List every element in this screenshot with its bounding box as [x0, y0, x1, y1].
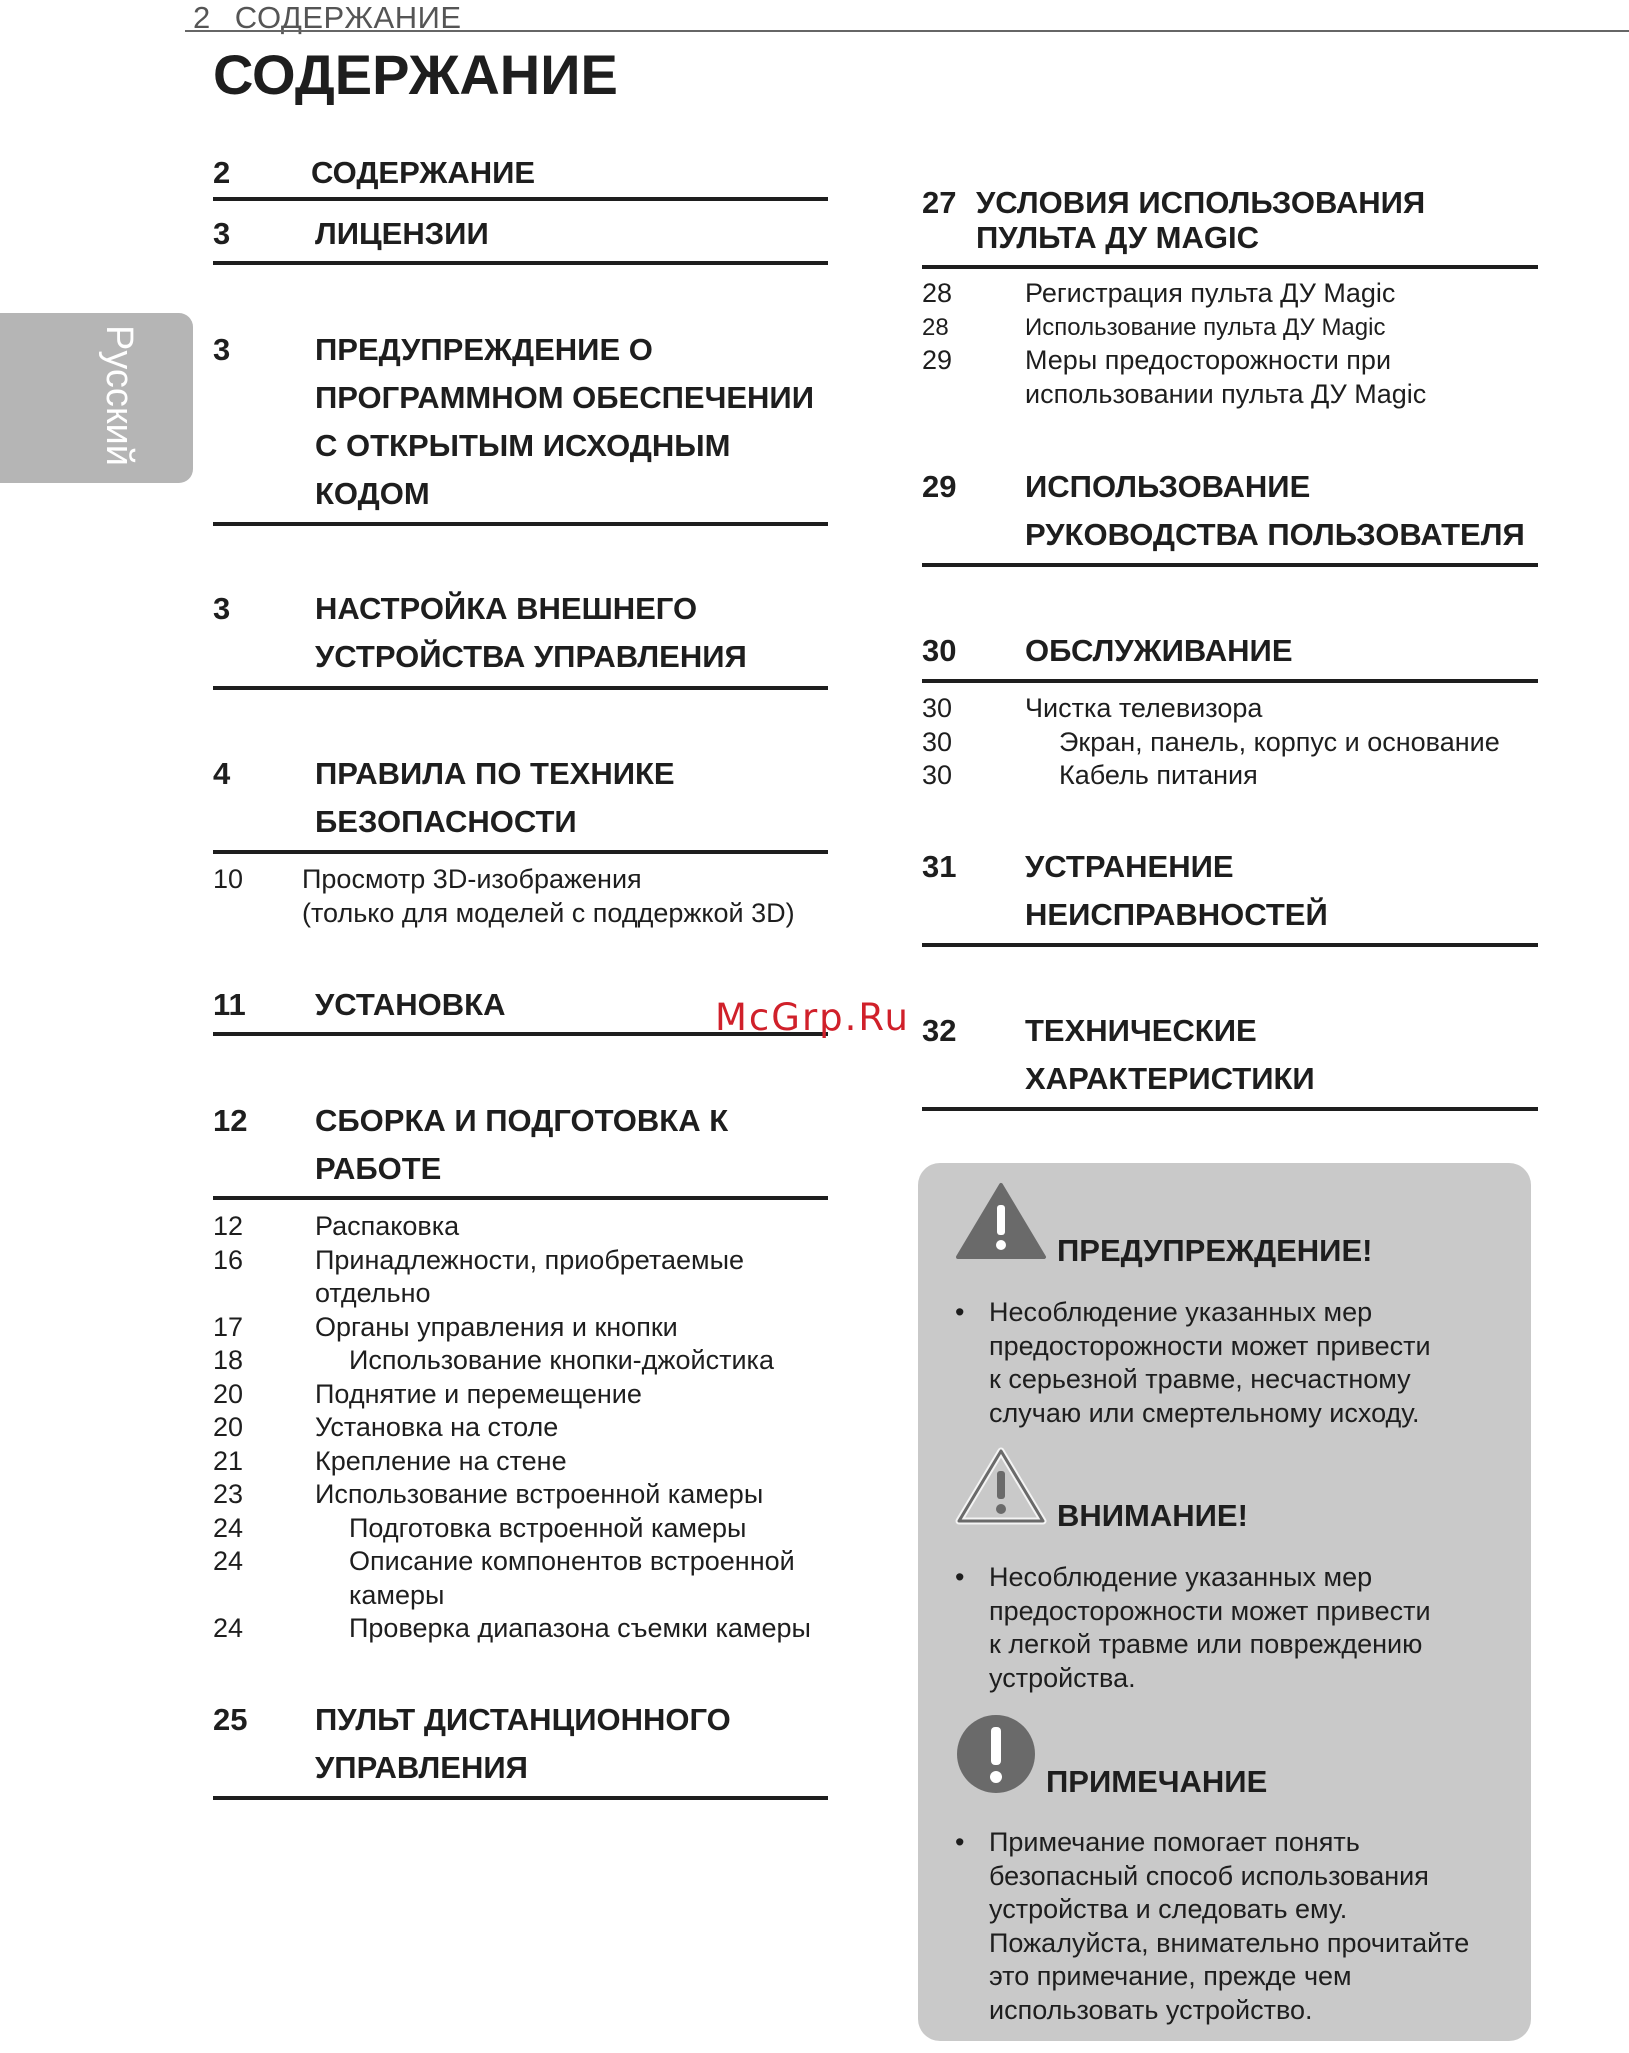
section-title-line: С ОТКРЫТЫМ ИСХОДНЫМ: [315, 428, 731, 463]
caution-line: Несоблюдение указанных мер: [989, 1562, 1373, 1592]
section-title-line: БЕЗОПАСНОСТИ: [315, 804, 577, 839]
section-rule: [213, 522, 828, 526]
section-title-line: УСТАНОВКА: [315, 987, 506, 1022]
item-page-number: 12: [213, 1211, 244, 1241]
item-page-number: 28: [922, 278, 953, 308]
list-item[interactable]: [922, 344, 1538, 378]
list-item[interactable]: [213, 1512, 828, 1546]
section-title-line: ХАРАКТЕРИСТИКИ: [1025, 1061, 1315, 1096]
toc-item-3d[interactable]: [213, 863, 828, 931]
item-text: Меры предосторожности при: [1025, 345, 1392, 375]
section-rule: [213, 197, 828, 201]
warning-line: предосторожности может привести: [989, 1330, 1431, 1361]
section-page-number: 30: [922, 633, 957, 668]
item-text: Чистка телевизора: [1025, 693, 1263, 723]
item-text: Проверка диапазона съемки камеры: [349, 1613, 811, 1643]
item-page-number: 24: [213, 1613, 244, 1643]
list-item[interactable]: [922, 311, 1538, 345]
item-text: Принадлежности, приобретаемые: [315, 1244, 745, 1275]
note-line: безопасный способ использования: [989, 1860, 1429, 1891]
list-item[interactable]: [922, 378, 1538, 412]
section-page-number: 29: [922, 469, 957, 504]
list-item[interactable]: [213, 1378, 828, 1412]
section-title-line: НЕИСПРАВНОСТЕЙ: [1025, 897, 1328, 932]
section-page-number: 3: [213, 332, 231, 367]
item-text: Описание компонентов встроенной: [349, 1546, 795, 1576]
toc-section-open-source[interactable]: [213, 326, 828, 522]
watermark: McGrp.Ru: [715, 996, 910, 1039]
toc-section-external-control[interactable]: [213, 585, 828, 685]
language-side-tab: [0, 313, 193, 483]
section-rule: [922, 265, 1538, 269]
section-title-line: ПУЛЬТ ДИСТАНЦИОННОГО: [315, 1702, 731, 1737]
toc-section-contents[interactable]: [213, 149, 828, 199]
section-rule: [213, 1196, 828, 1200]
toc-section-maintenance[interactable]: [922, 627, 1538, 677]
list-item[interactable]: [213, 1445, 828, 1479]
note-line: использовать устройство.: [989, 1994, 1313, 2025]
item-text: Распаковка: [315, 1211, 460, 1241]
item-text: использовании пульта ДУ Magic: [1025, 378, 1427, 409]
toc-section-licenses[interactable]: [213, 210, 828, 260]
section-rule: [213, 850, 828, 854]
section-title-line: РАБОТЕ: [315, 1151, 442, 1186]
item-page-number: 30: [922, 693, 953, 723]
toc-section-magic-remote[interactable]: [922, 185, 1538, 265]
item-page-number: 23: [213, 1479, 244, 1509]
section-title-line: РУКОВОДСТВА ПОЛЬЗОВАТЕЛЯ: [1025, 517, 1525, 552]
toc-section-specs[interactable]: [922, 1007, 1538, 1107]
item-page-number: 29: [922, 345, 953, 375]
list-item[interactable]: [213, 1311, 828, 1345]
section-page-number: 12: [213, 1103, 248, 1138]
section-page-number: 25: [213, 1702, 248, 1737]
warning-title: ПРЕДУПРЕЖДЕНИЕ!: [1057, 1233, 1373, 1268]
section-title-line: СОДЕРЖАНИЕ: [311, 155, 536, 190]
toc-assembly-items: [213, 1210, 828, 1646]
page-title: СОДЕРЖАНИЕ: [213, 43, 618, 106]
warning-triangle-filled-icon: [955, 1181, 1047, 1261]
section-page-number: 2: [213, 155, 231, 190]
item-text: Использование кнопки-джойстика: [349, 1345, 774, 1375]
toc-magic-remote-items: [922, 277, 1538, 413]
caution-title: ВНИМАНИЕ!: [1057, 1498, 1248, 1533]
list-item[interactable]: [922, 692, 1538, 726]
toc-maintenance-items: [922, 692, 1538, 794]
list-item[interactable]: [922, 726, 1538, 760]
header-page-number: 2: [193, 0, 211, 35]
toc-section-assembly[interactable]: [213, 1097, 828, 1197]
language-label: Русский: [98, 325, 140, 466]
section-title-line: ИСПОЛЬЗОВАНИЕ: [1025, 469, 1311, 504]
list-item[interactable]: [213, 1411, 828, 1445]
note-line: устройства и следовать ему.: [989, 1894, 1348, 1924]
item-page-number: 20: [213, 1412, 244, 1442]
item-text: Органы управления и кнопки: [315, 1311, 678, 1342]
item-page-number: 24: [213, 1546, 244, 1576]
list-item[interactable]: [922, 759, 1538, 793]
section-rule: [922, 943, 1538, 947]
bullet-marker: •: [955, 1297, 965, 1327]
section-page-number: 31: [922, 849, 957, 884]
note-line: Примечание помогает понять: [989, 1827, 1360, 1857]
item-text: Экран, панель, корпус и основание: [1059, 726, 1500, 757]
section-title-line: ПРЕДУПРЕЖДЕНИЕ О: [315, 332, 653, 367]
warning-line: случаю или смертельному исходу.: [989, 1397, 1420, 1428]
list-item[interactable]: [213, 1579, 828, 1613]
item-text: Использование пульта ДУ Magic: [1025, 313, 1386, 341]
item-text: Просмотр 3D-изображения: [302, 864, 642, 894]
section-title-line: СБОРКА И ПОДГОТОВКА К: [315, 1103, 729, 1138]
section-title-line: УСТРОЙСТВА УПРАВЛЕНИЯ: [315, 639, 747, 674]
section-rule: [922, 563, 1538, 567]
item-page-number: 21: [213, 1445, 244, 1476]
section-title-line: ПРАВИЛА ПО ТЕХНИКЕ: [315, 756, 675, 791]
note-line: Пожалуйста, внимательно прочитайте: [989, 1927, 1470, 1958]
section-title-line: УСЛОВИЯ ИСПОЛЬЗОВАНИЯ: [976, 185, 1426, 220]
note-text: [955, 1826, 1515, 2030]
warning-line: Несоблюдение указанных мер: [989, 1297, 1373, 1327]
note-circle-icon: [955, 1713, 1037, 1795]
item-text: Подготовка встроенной камеры: [349, 1512, 747, 1543]
item-page-number: 20: [213, 1378, 244, 1409]
section-page-number: 27: [922, 185, 957, 220]
section-title-line: ТЕХНИЧЕСКИЕ: [1025, 1013, 1257, 1048]
header-section: СОДЕРЖАНИЕ: [234, 0, 462, 35]
note-line: это примечание, прежде чем: [989, 1961, 1352, 1991]
section-rule: [213, 1796, 828, 1800]
item-page-number: 17: [213, 1311, 244, 1342]
caution-line: предосторожности может привести: [989, 1595, 1431, 1626]
section-title-line: КОДОМ: [315, 476, 430, 511]
section-title-line: ПРОГРАММНОМ ОБЕСПЕЧЕНИИ: [315, 380, 814, 415]
item-text: Крепление на стене: [315, 1445, 567, 1476]
caution-line: к легкой травме или повреждению: [989, 1629, 1423, 1659]
list-item[interactable]: [213, 1612, 828, 1646]
item-text: Использование встроенной камеры: [315, 1479, 764, 1509]
toc-section-safety[interactable]: [213, 750, 828, 850]
warning-text: [955, 1296, 1515, 1432]
toc-section-troubleshooting[interactable]: [922, 843, 1538, 943]
list-item[interactable]: [213, 1478, 828, 1512]
section-rule: [213, 261, 828, 265]
item-page-number: 24: [213, 1512, 244, 1543]
list-item[interactable]: [213, 1545, 828, 1579]
note-title: ПРИМЕЧАНИЕ: [1046, 1764, 1268, 1799]
item-page-number: 30: [922, 726, 953, 757]
section-title-line: ПУЛЬТА ДУ MAGIC: [976, 220, 1259, 255]
list-item[interactable]: [213, 1344, 828, 1378]
section-page-number: 4: [213, 756, 231, 791]
section-title-line: УСТРАНЕНИЕ: [1025, 849, 1234, 884]
item-page-number: 28: [922, 313, 949, 341]
section-title-line: НАСТРОЙКА ВНЕШНЕГО: [315, 591, 698, 626]
section-rule: [213, 686, 828, 690]
item-page-number: 30: [922, 760, 953, 790]
bullet-marker: •: [955, 1562, 965, 1592]
bullet-marker: •: [955, 1827, 965, 1857]
item-text: (только для моделей с поддержкой 3D): [302, 898, 795, 928]
item-text: камеры: [349, 1579, 445, 1610]
toc-section-remote[interactable]: [213, 1696, 828, 1796]
item-text: отдельно: [315, 1278, 431, 1308]
item-text: Поднятие и перемещение: [315, 1378, 642, 1409]
item-page-number: 16: [213, 1244, 244, 1275]
section-rule: [922, 679, 1538, 683]
item-text: Кабель питания: [1059, 760, 1258, 790]
section-title-line: УПРАВЛЕНИЯ: [315, 1750, 528, 1785]
section-title-line: ЛИЦЕНЗИИ: [315, 216, 489, 251]
item-page-number: 10: [213, 864, 244, 894]
section-title-line: ОБСЛУЖИВАНИЕ: [1025, 633, 1293, 668]
list-item[interactable]: [213, 1277, 828, 1311]
section-rule: [922, 1107, 1538, 1111]
list-item[interactable]: [213, 1210, 828, 1244]
list-item[interactable]: [922, 277, 1538, 311]
section-page-number: 3: [213, 216, 231, 251]
item-text: Установка на столе: [315, 1412, 559, 1442]
caution-triangle-outline-icon: [955, 1446, 1047, 1526]
item-page-number: 18: [213, 1345, 244, 1375]
caution-line: устройства.: [989, 1662, 1136, 1693]
header-rule: [185, 30, 1629, 32]
section-page-number: 32: [922, 1013, 957, 1048]
toc-section-user-guide[interactable]: [922, 463, 1538, 563]
section-page-number: 11: [213, 987, 246, 1022]
caution-text: [955, 1561, 1515, 1697]
section-page-number: 3: [213, 591, 231, 626]
list-item[interactable]: [213, 1244, 828, 1278]
warning-line: к серьезной травме, несчастному: [989, 1364, 1411, 1394]
item-text: Регистрация пульта ДУ Magic: [1025, 278, 1396, 308]
